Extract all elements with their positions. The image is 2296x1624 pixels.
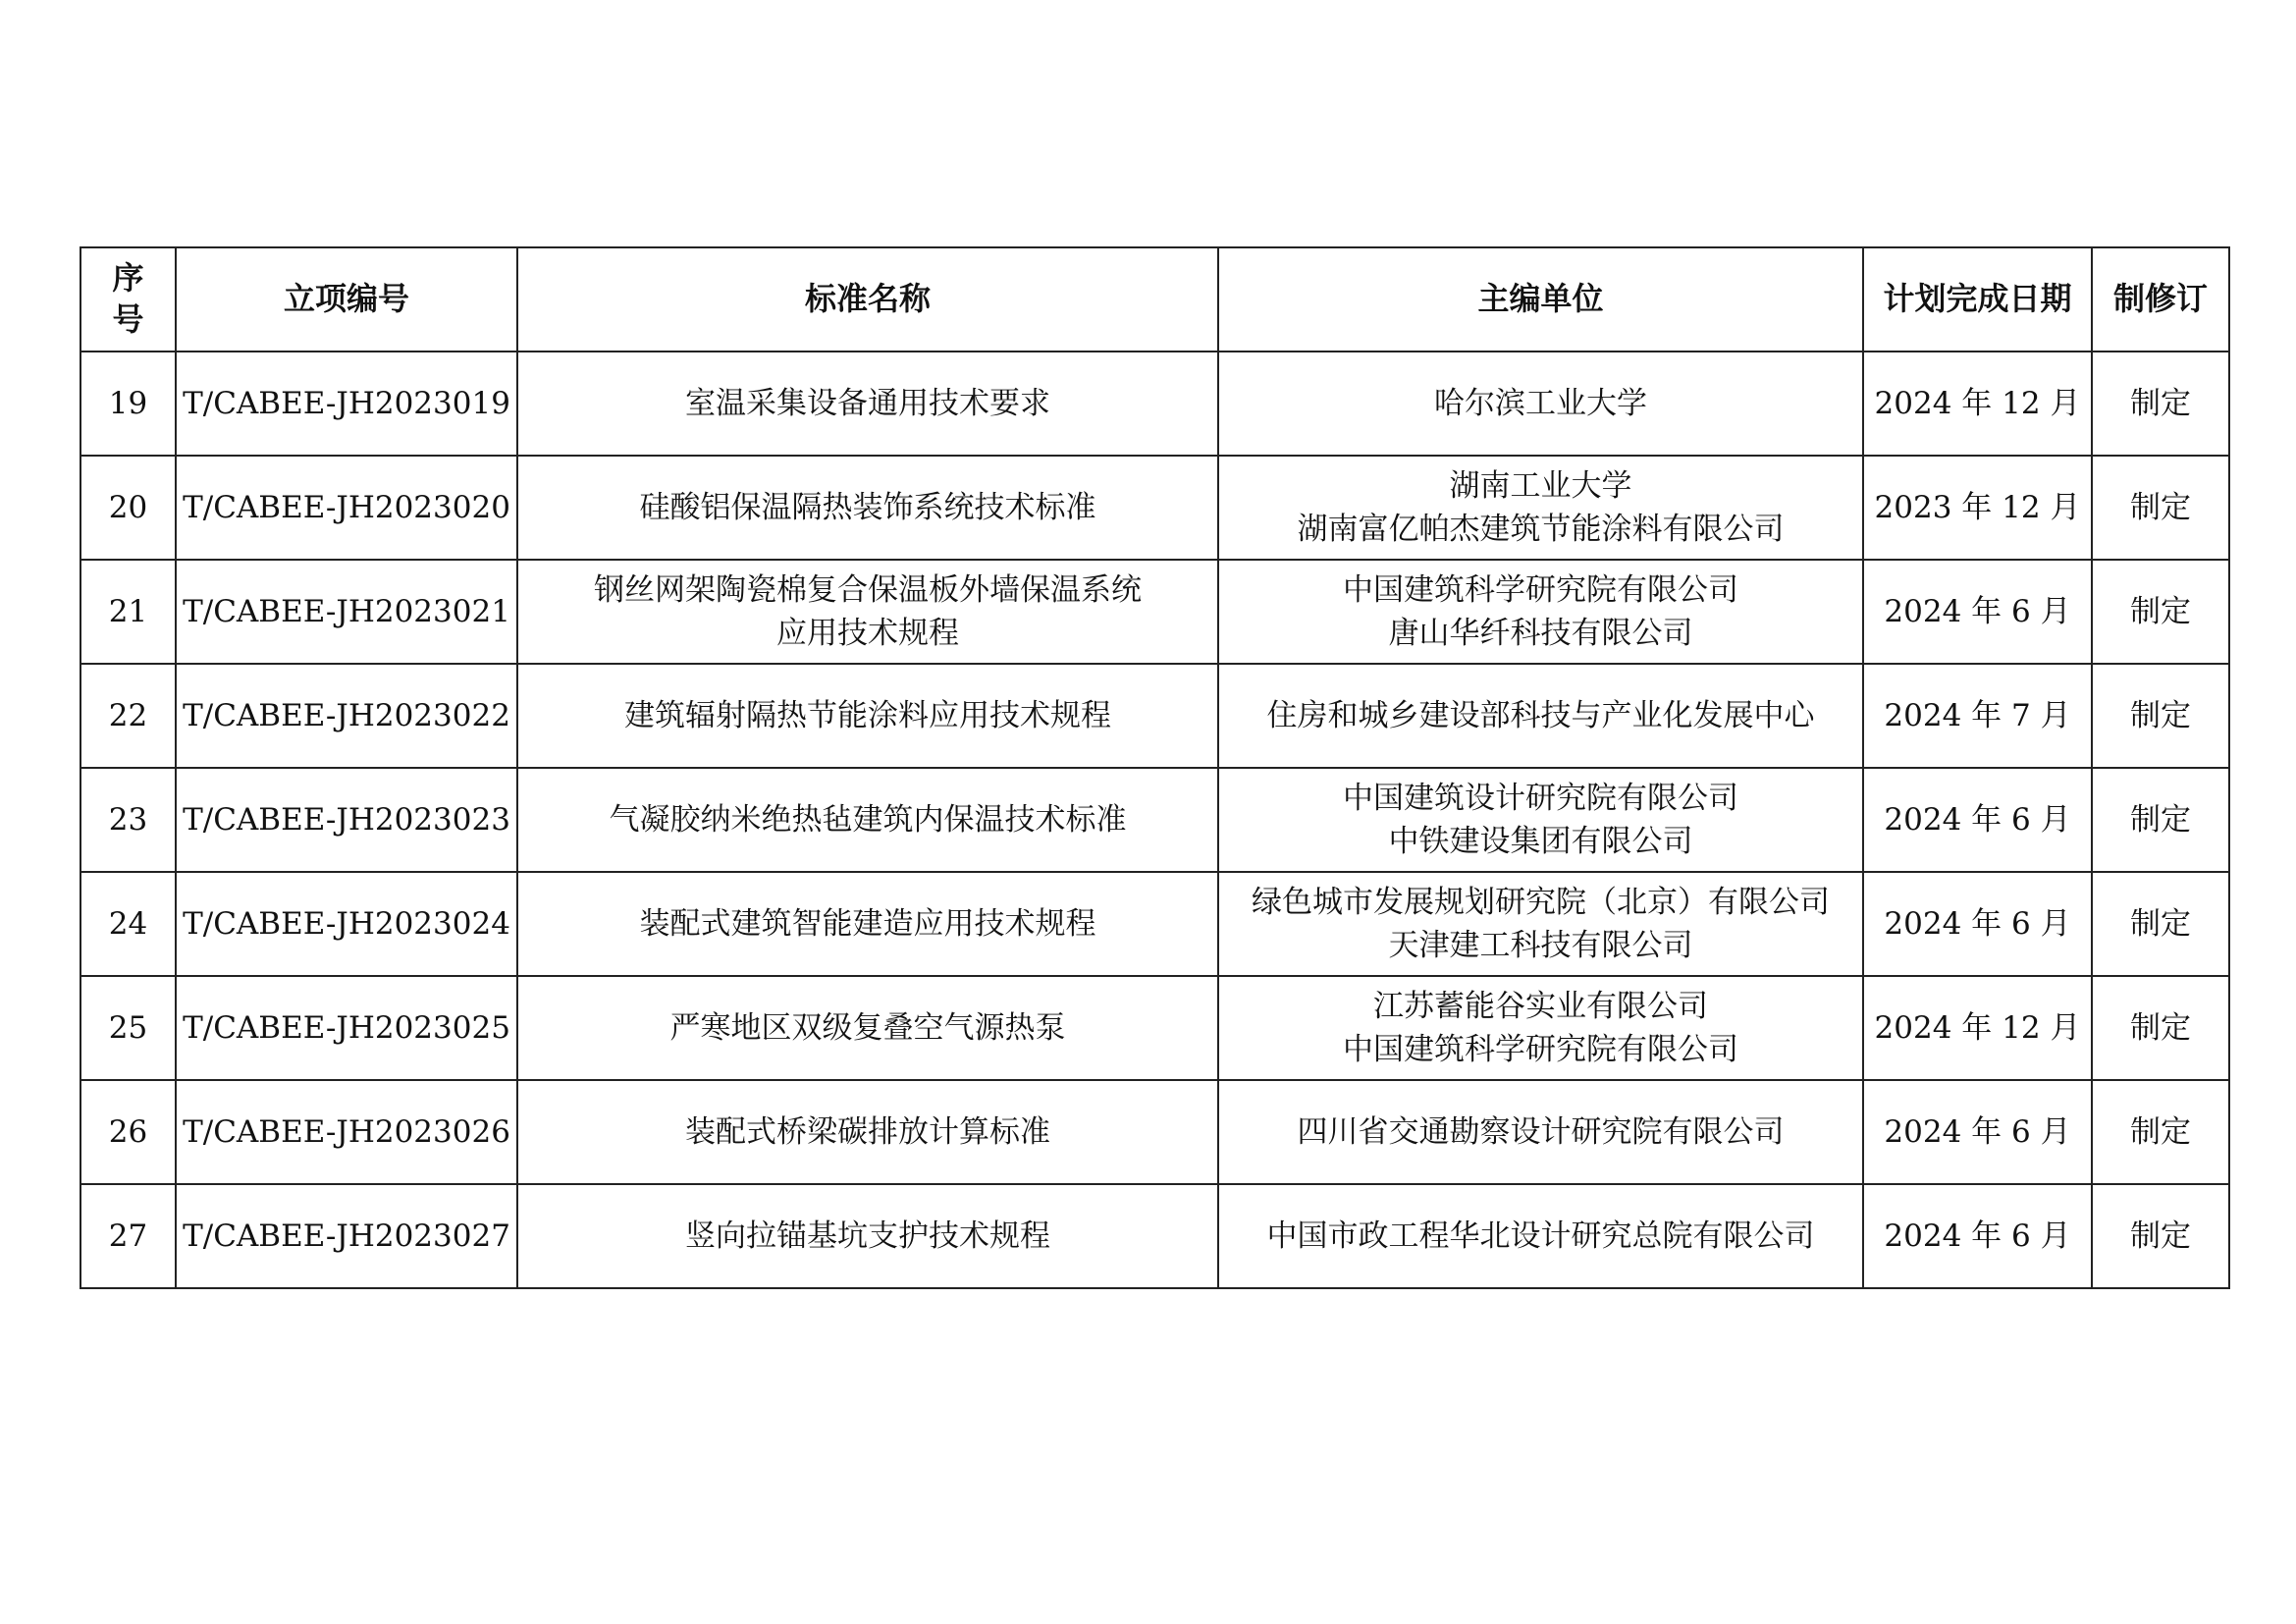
cell-revision-type: 制定	[2092, 560, 2229, 664]
cell-project-no: T/CABEE-JH2023022	[176, 664, 517, 768]
cell-standard-name-line: 气凝胶纳米绝热毡建筑内保温技术标准	[609, 802, 1127, 838]
table-row	[80, 560, 2229, 664]
table-row	[80, 872, 2229, 976]
cell-editor-org	[1218, 872, 1863, 976]
cell-editor-org	[1218, 1080, 1863, 1184]
cell-editor-org-line: 绿色城市发展规划研究院（北京）有限公司	[1252, 885, 1830, 920]
header-editor-org: 主编单位	[1218, 247, 1863, 352]
cell-editor-org	[1218, 976, 1863, 1080]
cell-standard-name-line: 严寒地区双级复叠空气源热泵	[669, 1010, 1066, 1046]
cell-editor-org-line: 中铁建设集团有限公司	[1388, 824, 1693, 859]
table-row	[80, 456, 2229, 560]
table-row	[80, 768, 2229, 872]
cell-plan-date: 2024 年 6 月	[1863, 560, 2092, 664]
cell-plan-date: 2024 年 6 月	[1863, 768, 2092, 872]
cell-seq: 24	[80, 872, 176, 976]
cell-editor-org	[1218, 352, 1863, 456]
cell-standard-name-line: 钢丝网架陶瓷棉复合保温板外墙保温系统	[594, 572, 1142, 608]
cell-project-no: T/CABEE-JH2023026	[176, 1080, 517, 1184]
cell-editor-org-line: 中国建筑科学研究院有限公司	[1343, 1032, 1738, 1067]
cell-editor-org	[1218, 456, 1863, 560]
header-project-no: 立项编号	[176, 247, 517, 352]
header-seq-line2: 号	[112, 300, 144, 338]
header-seq	[80, 247, 176, 352]
cell-revision-type: 制定	[2092, 664, 2229, 768]
cell-revision-type: 制定	[2092, 768, 2229, 872]
cell-editor-org-line: 中国建筑科学研究院有限公司	[1343, 572, 1738, 608]
cell-plan-date: 2023 年 12 月	[1863, 456, 2092, 560]
cell-revision-type: 制定	[2092, 976, 2229, 1080]
header-seq-line1: 序	[112, 259, 144, 298]
table-row	[80, 976, 2229, 1080]
cell-editor-org-line: 湖南工业大学	[1449, 468, 1632, 504]
cell-plan-date: 2024 年 12 月	[1863, 352, 2092, 456]
cell-standard-name	[517, 664, 1218, 768]
cell-seq: 25	[80, 976, 176, 1080]
cell-editor-org	[1218, 664, 1863, 768]
cell-standard-name-line: 竖向拉锚基坑支护技术规程	[685, 1218, 1050, 1254]
standards-plan-table	[80, 246, 2230, 1289]
cell-seq: 21	[80, 560, 176, 664]
cell-editor-org-line: 唐山华纤科技有限公司	[1388, 616, 1693, 651]
cell-plan-date: 2024 年 6 月	[1863, 1184, 2092, 1288]
cell-project-no: T/CABEE-JH2023021	[176, 560, 517, 664]
cell-standard-name	[517, 768, 1218, 872]
table-header-row	[80, 247, 2229, 352]
cell-standard-name-line: 建筑辐射隔热节能涂料应用技术规程	[624, 698, 1111, 733]
cell-revision-type: 制定	[2092, 872, 2229, 976]
cell-standard-name-line: 应用技术规程	[776, 616, 959, 651]
cell-project-no: T/CABEE-JH2023025	[176, 976, 517, 1080]
cell-revision-type: 制定	[2092, 1080, 2229, 1184]
cell-plan-date: 2024 年 6 月	[1863, 872, 2092, 976]
cell-project-no: T/CABEE-JH2023024	[176, 872, 517, 976]
cell-standard-name	[517, 1184, 1218, 1288]
header-revision: 制修订	[2092, 247, 2229, 352]
cell-standard-name-line: 装配式桥梁碳排放计算标准	[685, 1114, 1050, 1150]
cell-editor-org-line: 天津建工科技有限公司	[1388, 928, 1693, 963]
table-row	[80, 1184, 2229, 1288]
cell-seq: 22	[80, 664, 176, 768]
cell-revision-type: 制定	[2092, 1184, 2229, 1288]
cell-plan-date: 2024 年 6 月	[1863, 1080, 2092, 1184]
cell-seq: 20	[80, 456, 176, 560]
cell-project-no: T/CABEE-JH2023023	[176, 768, 517, 872]
cell-standard-name-line: 硅酸铝保温隔热装饰系统技术标准	[639, 490, 1096, 525]
cell-plan-date: 2024 年 7 月	[1863, 664, 2092, 768]
cell-plan-date: 2024 年 12 月	[1863, 976, 2092, 1080]
cell-revision-type: 制定	[2092, 456, 2229, 560]
cell-project-no: T/CABEE-JH2023020	[176, 456, 517, 560]
cell-standard-name	[517, 456, 1218, 560]
header-plan-date: 计划完成日期	[1863, 247, 2092, 352]
cell-editor-org-line: 湖南富亿帕杰建筑节能涂料有限公司	[1297, 512, 1785, 547]
cell-editor-org-line: 中国市政工程华北设计研究总院有限公司	[1266, 1218, 1815, 1254]
cell-editor-org-line: 中国建筑设计研究院有限公司	[1343, 781, 1738, 816]
cell-seq: 23	[80, 768, 176, 872]
cell-editor-org-line: 住房和城乡建设部科技与产业化发展中心	[1266, 698, 1815, 733]
cell-project-no: T/CABEE-JH2023019	[176, 352, 517, 456]
table-row	[80, 664, 2229, 768]
cell-editor-org-line: 哈尔滨工业大学	[1434, 386, 1647, 421]
cell-standard-name	[517, 560, 1218, 664]
cell-seq: 26	[80, 1080, 176, 1184]
cell-revision-type: 制定	[2092, 352, 2229, 456]
cell-project-no: T/CABEE-JH2023027	[176, 1184, 517, 1288]
cell-editor-org	[1218, 1184, 1863, 1288]
cell-standard-name-line: 室温采集设备通用技术要求	[685, 386, 1050, 421]
cell-editor-org	[1218, 560, 1863, 664]
cell-editor-org	[1218, 768, 1863, 872]
cell-seq: 27	[80, 1184, 176, 1288]
cell-standard-name	[517, 976, 1218, 1080]
cell-editor-org-line: 江苏蓄能谷实业有限公司	[1373, 989, 1708, 1024]
table-row	[80, 1080, 2229, 1184]
cell-standard-name	[517, 1080, 1218, 1184]
cell-seq: 19	[80, 352, 176, 456]
header-standard-name: 标准名称	[517, 247, 1218, 352]
table-row	[80, 352, 2229, 456]
cell-standard-name	[517, 352, 1218, 456]
table-body	[80, 352, 2229, 1288]
cell-editor-org-line: 四川省交通勘察设计研究院有限公司	[1297, 1114, 1785, 1150]
cell-standard-name	[517, 872, 1218, 976]
cell-standard-name-line: 装配式建筑智能建造应用技术规程	[639, 906, 1096, 942]
